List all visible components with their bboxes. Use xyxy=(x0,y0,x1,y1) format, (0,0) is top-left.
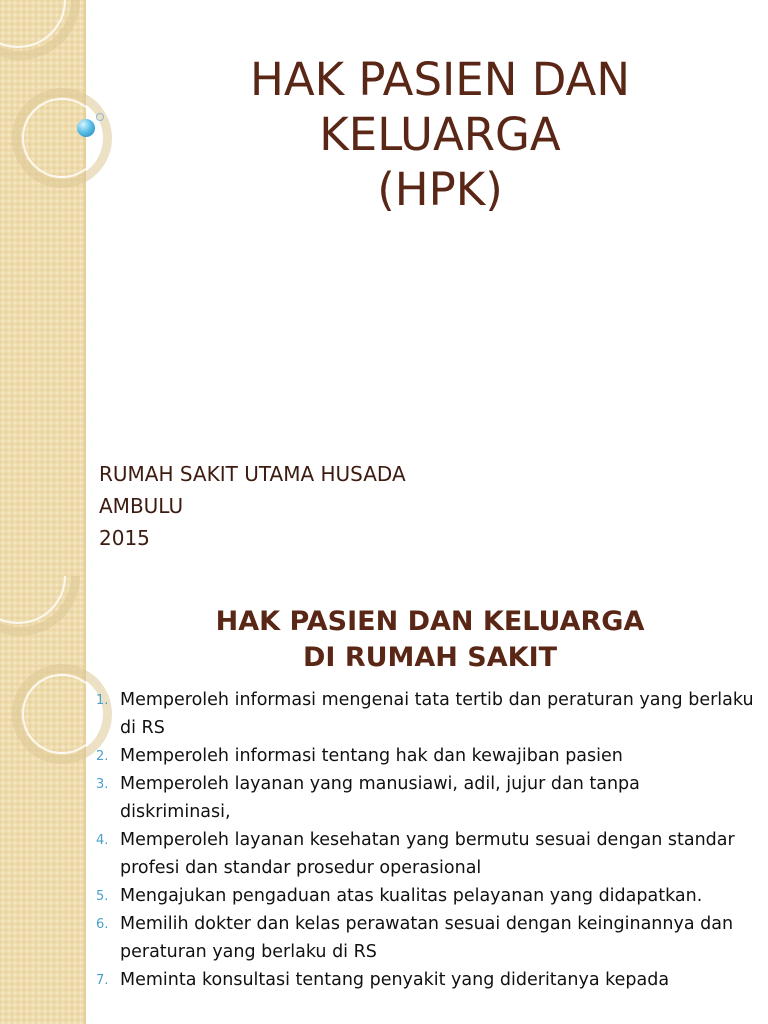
heading-line: HAK PASIEN DAN KELUARGA xyxy=(215,606,645,637)
location: AMBULU xyxy=(99,494,184,518)
hospital-name: RUMAH SAKIT UTAMA HUSADA xyxy=(99,462,406,486)
slide-heading xyxy=(120,604,740,676)
item-text: Memperoleh layanan yang manusiawi, adil, jujur dan tanpa diskriminasi, xyxy=(120,774,640,822)
item-number: 7. xyxy=(96,973,109,988)
title-line: HAK PASIEN DAN xyxy=(249,53,631,106)
patient-rights-list xyxy=(94,686,754,994)
item-text: Meminta konsultasi tentang penyakit yang dideritanya kepada xyxy=(120,970,670,990)
item-number: 5. xyxy=(96,889,109,904)
list-item xyxy=(94,966,754,994)
item-text: Memperoleh informasi tentang hak dan kewajiban pasien xyxy=(120,746,623,766)
list-item xyxy=(94,770,754,826)
item-number: 4. xyxy=(96,833,109,848)
small-ring-icon xyxy=(96,113,104,121)
item-text: Memperoleh informasi mengenai tata tertib dan peraturan yang berlaku di RS xyxy=(120,690,754,738)
list-item xyxy=(94,882,754,910)
title-line: KELUARGA xyxy=(319,108,561,161)
item-number: 2. xyxy=(96,749,109,764)
slide-title xyxy=(130,52,750,217)
title-line: (HPK) xyxy=(377,163,503,216)
heading-line: DI RUMAH SAKIT xyxy=(302,642,558,673)
blue-ball-icon xyxy=(77,119,95,137)
content-slide xyxy=(0,576,768,1024)
item-number: 1. xyxy=(96,693,109,708)
decorative-side-strip xyxy=(0,0,86,576)
item-text: Memilih dokter dan kelas perawatan sesuai dengan keinginannya dan peraturan yang berlaku di RS xyxy=(120,914,734,962)
item-text: Memperoleh layanan kesehatan yang bermutu sesuai dengan standar profesi dan standar prosedur operasional xyxy=(120,830,735,878)
slide-subtitle xyxy=(99,458,406,554)
year: 2015 xyxy=(99,526,150,550)
item-text: Mengajukan pengaduan atas kualitas pelayanan yang didapatkan. xyxy=(120,886,703,906)
decorative-side-strip xyxy=(0,576,86,1024)
list-item xyxy=(94,826,754,882)
list-item xyxy=(94,686,754,742)
item-number: 6. xyxy=(96,917,109,932)
list-item xyxy=(94,910,754,966)
list-item xyxy=(94,742,754,770)
decorative-ring-icon xyxy=(22,98,102,178)
item-number: 3. xyxy=(96,777,109,792)
decorative-ring-icon xyxy=(22,674,102,754)
